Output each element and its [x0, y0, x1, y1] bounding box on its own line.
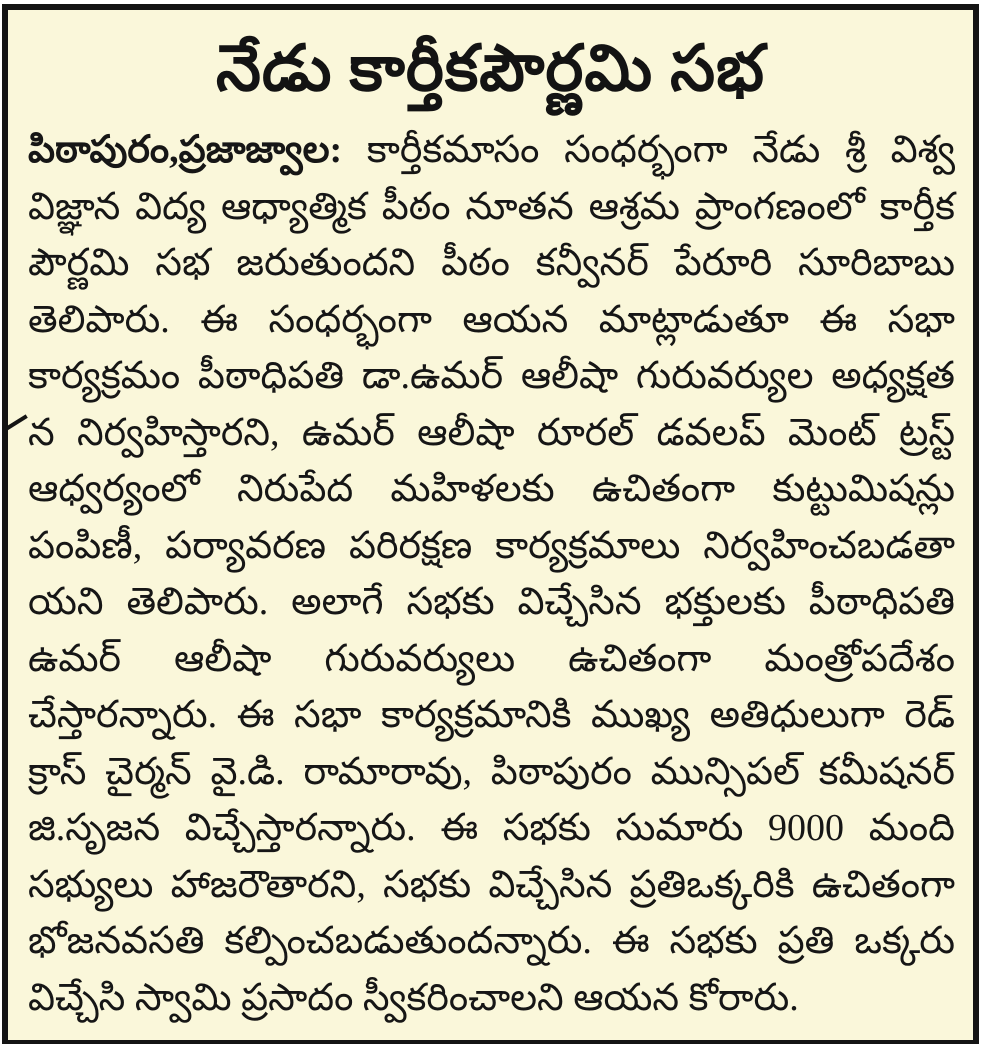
dateline: పిఠాపురం,ప్రజాజ్వాల: — [28, 129, 343, 171]
article-line — [28, 122, 955, 179]
article-line: పంపిణీ, పర్యావరణ పరిరక్షణ కార్యక్రమాలు నిర్వహించబడతా — [28, 524, 955, 567]
headline: నేడు కార్తీకపౌర్ణమి సభ — [215, 33, 766, 104]
article-line: భోజనవసతి కల్పించబడుతుందన్నారు. ఈ సభకు ప్రతి ఒక్కరు — [28, 920, 955, 962]
clipping-frame — [2, 4, 979, 1044]
article-line: ఉమర్ ఆలీషా గురువర్యులు ఉచితంగా మంత్రోపదేశం — [28, 637, 955, 680]
article-line-text: కార్తీకమాసం సంధర్భంగా నేడు శ్రీ విశ్వ — [366, 129, 955, 171]
article-line: పౌర్ణమి సభ జరుతుందని పీఠం కన్వీనర్ పేరూరి సూరిబాబు — [28, 242, 955, 284]
article-line: జి.సృజన విచ్చేస్తారన్నారు. ఈ సభకు సుమారు 9000 మంది — [28, 807, 955, 849]
article-line: విచ్చేసి స్వామి ప్రసాదం స్వీకరించాలని ఆయన కోరారు. — [28, 976, 799, 1019]
article-line: విజ్ఞాన విద్య ఆధ్యాత్మిక పీఠం నూతన ఆశ్రమ ప్రాంగణంలో కార్తీక — [28, 185, 955, 228]
article-line: తెలిపారు. ఈ సంధర్భంగా ఆయన మాట్లాడుతూ ఈ సభా — [28, 298, 955, 341]
article-line: చేస్తారన్నారు. ఈ సభా కార్యక్రమానికి ముఖ్య అతిధులుగా రెడ్ — [28, 694, 955, 736]
article-line: ఆధ్వర్యంలో నిరుపేద మహిళలకు ఉచితంగా కుట్టుమిషన్లు — [28, 468, 955, 510]
article-line: కార్యక్రమం పీఠాధిపతి డా.ఉమర్ ఆలీషా గురువర్యుల అధ్యక్షత — [28, 355, 955, 397]
article-line: క్రాస్ చైర్మన్ వై.డి. రామారావు, పిఠాపురం మున్సిపల్ కమీషనర్ — [28, 750, 955, 793]
article-body — [8, 120, 973, 1026]
article-line: సభ్యులు హాజరౌతారని, సభకు విచ్చేసిన ప్రతిఒక్కరికి ఉచితంగా — [28, 863, 955, 906]
article-line: న నిర్వహిస్తారని, ఉమర్ ఆలీషా రూరల్ డవలప్ మెంట్ ట్రస్ట్ — [28, 411, 955, 454]
article-line: యని తెలిపారు. అలాగే సభకు విచ్చేసిన భక్తులకు పీఠాధిపతి — [28, 581, 955, 623]
